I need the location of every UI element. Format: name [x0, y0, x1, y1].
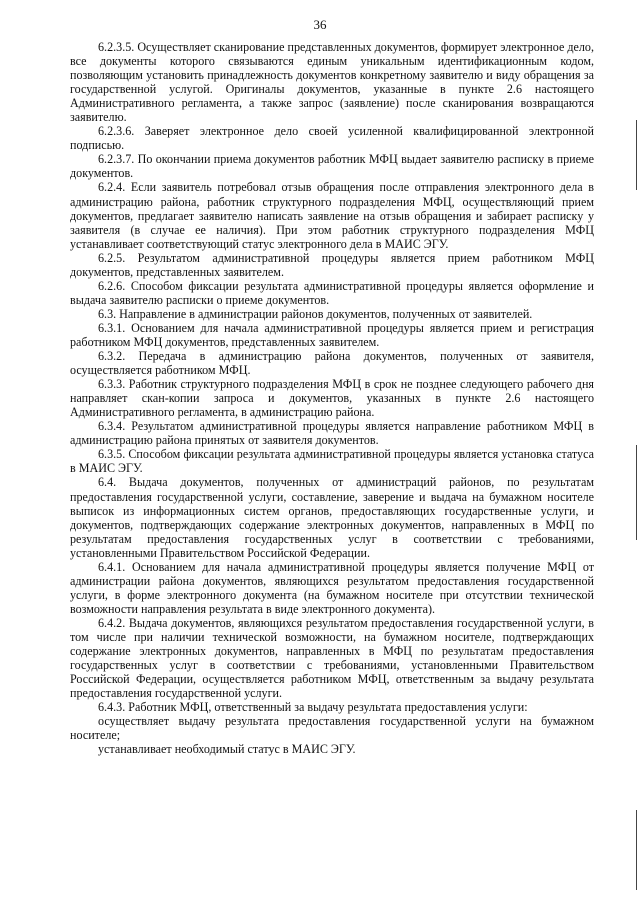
list-item-issue-result: осуществляет выдачу результата предоставления государственной услуги на бумажном носителе; — [70, 714, 594, 743]
paragraph-6-3-4: 6.3.4. Результатом административной процедуры является направление работником МФЦ в администрацию района принятых от заявителя документов. — [70, 419, 594, 448]
list-item-set-status: устанавливает необходимый статус в МАИС ЭГУ. — [98, 742, 356, 757]
paragraph-6-2-6: 6.2.6. Способом фиксации результата административной процедуры является оформление и выдача заявителю расписки о приеме документов. — [70, 278, 594, 307]
paragraph-6-4-3: 6.4.3. Работник МФЦ, ответственный за выдачу результата предоставления услуги: — [98, 700, 528, 715]
paragraph-6-4: 6.4. Выдача документов, полученных от администраций районов, по результатам предоставления государственной услуги, составление, заверение и выдача на бумажном носителе выписок из информационных систем органов, предоставляющих государственные услуги, и документов, подтверждающих содержание электронных документов, направленных в МФЦ по результатам предоставления государственных услуг в соответствии с требованиями, установленными Правительством Российской Федерации. — [70, 475, 594, 560]
paragraph-6-2-3-5: 6.2.3.5. Осуществляет сканирование представленных документов, формирует электронное дело, все документы которого связываются единым уникальным идентификационным кодом, позволяющим установить принадлежность документов конкретному заявителю и виду обращения за государственной услугой. Оригиналы документов, указанные в пункте 2.6 настоящего Административного регламента, а также запрос (заявление) после сканирования возвращаются заявителю. — [70, 40, 594, 125]
paragraph-6-3-5: 6.3.5. Способом фиксации результата административной процедуры является установка статуса в МАИС ЭГУ. — [70, 447, 594, 476]
paragraph-6-3-3: 6.3.3. Работник структурного подразделения МФЦ в срок не позднее следующего рабочего дня направляет скан-копии запроса и документов, указанных в пункте 2.6 настоящего Административного регламента, в администрацию района. — [70, 377, 594, 420]
paragraph-6-2-4: 6.2.4. Если заявитель потребовал отзыв обращения после отправления электронного дела в администрацию района, работник структурного подразделения МФЦ, осуществляющий прием документов, предлагает заявителю написать заявление на отзыв обращения и забирает расписку у заявителя (в случае ее наличия). При этом работник структурного подразделения МФЦ устанавливает соответствующий статус электронного дела в МАИС ЭГУ. — [70, 180, 594, 251]
paragraph-6-2-3-6: 6.2.3.6. Заверяет электронное дело своей усиленной квалифицированной электронной подписью. — [70, 124, 594, 153]
document-body — [70, 40, 594, 756]
scan-edge-mark — [636, 810, 637, 890]
paragraph-6-4-2: 6.4.2. Выдача документов, являющихся результатом предоставления государственной услуги, в том числе при наличии технической возможности, на бумажном носителе, подтверждающих содержание электронных документов, направленных в МФЦ по результатам предоставления государственных услуг в соответствии с требованиями, установленными Правительством Российской Федерации, осуществляется работником МФЦ, ответственным за выдачу результата предоставления государственной услуги. — [70, 615, 594, 701]
paragraph-6-2-5: 6.2.5. Результатом административной процедуры является прием работником МФЦ документов, представленных заявителем. — [70, 250, 594, 279]
paragraph-6-2-3-7: 6.2.3.7. По окончании приема документов работник МФЦ выдает заявителю расписку в приеме документов. — [70, 152, 594, 181]
paragraph-6-3-1: 6.3.1. Основанием для начала административной процедуры является прием и регистрация работником МФЦ документов, представленных заявителем. — [70, 320, 594, 349]
paragraph-6-4-1: 6.4.1. Основанием для начала административной процедуры является получение МФЦ от администрации района документов, являющихся результатом предоставления государственной услуги, в форме электронного документа (на бумажном носителе при отсутствии технической возможности направления результата в виде электронного документа). — [70, 559, 594, 616]
page-number: 36 — [313, 17, 327, 32]
paragraph-6-3-2: 6.3.2. Передача в администрацию района документов, полученных от заявителя, осуществляется работником МФЦ. — [70, 349, 594, 378]
paragraph-6-3: 6.3. Направление в администрации районов документов, полученных от заявителей. — [98, 306, 533, 321]
scan-edge-mark — [636, 445, 637, 540]
scan-edge-mark — [636, 120, 637, 190]
